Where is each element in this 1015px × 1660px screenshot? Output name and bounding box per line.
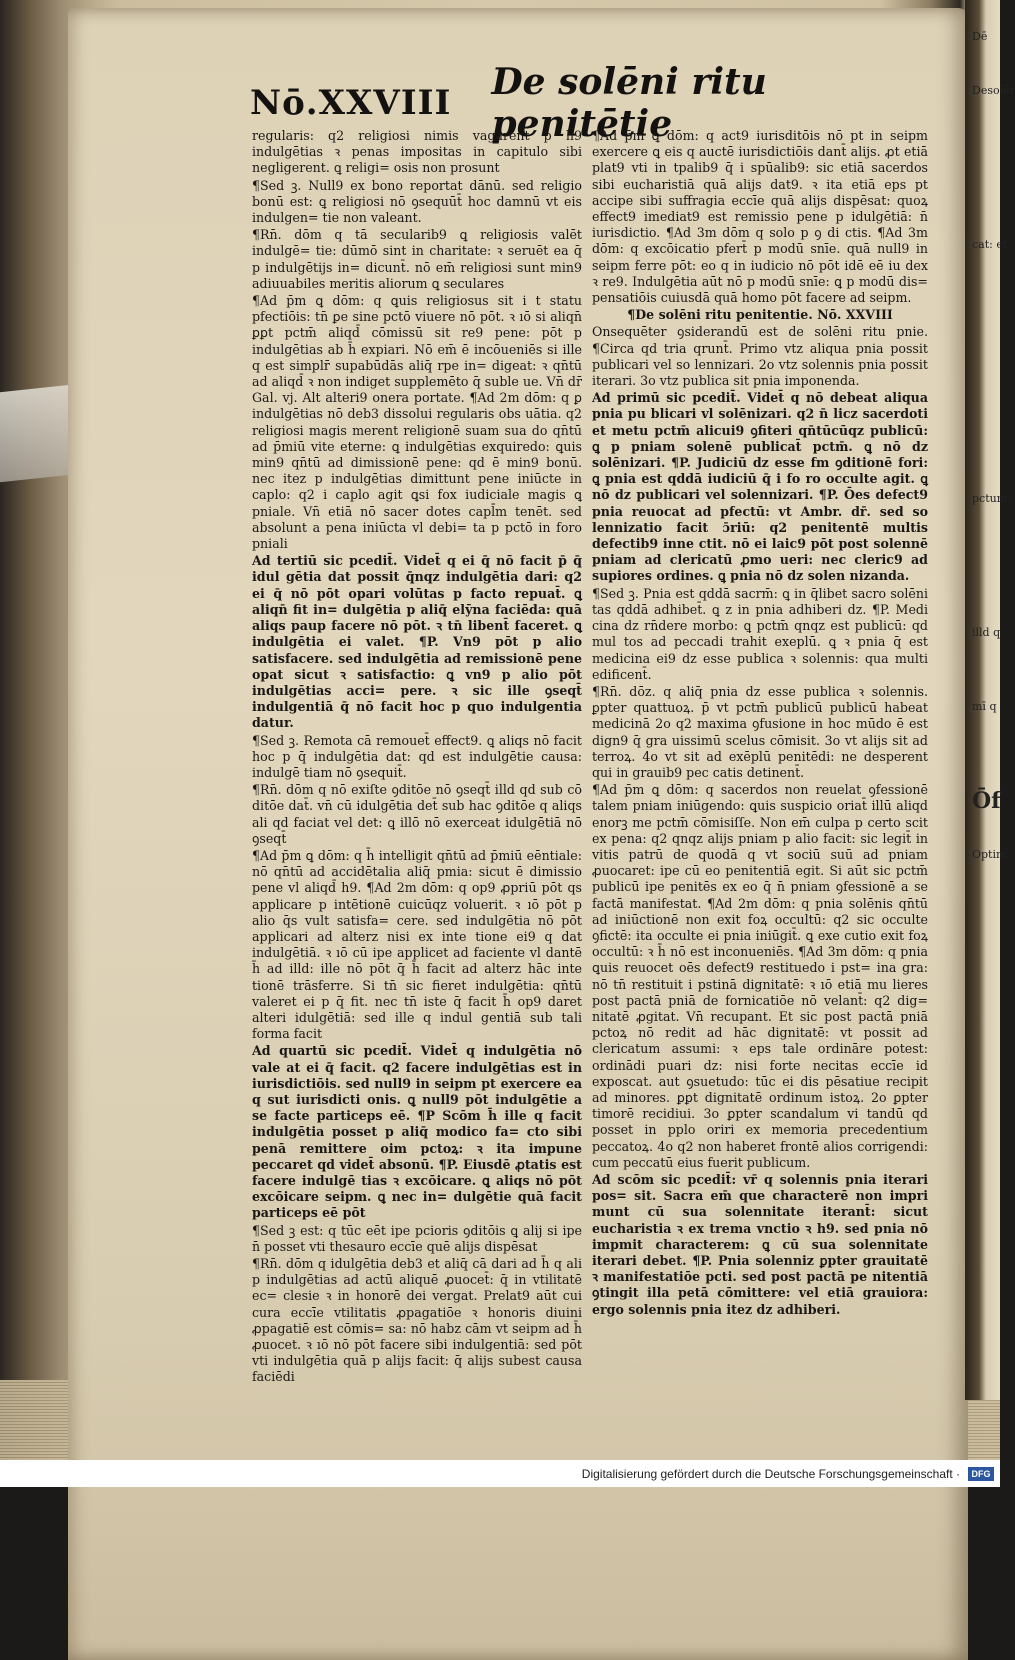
paragraph: ¶Rn̄. dōm q nō exiſte ꝯditōe nō ꝯseqt̄ illd qd sub cō ditōe dat̄. vn̄ cū idulgētia det̄ sub hac ꝯditōe q aliqs ali qd faciat vel det: ꝗ illō nō exerceat idulgētiā nō ꝯseqt̄ (252, 782, 582, 846)
paragraph: ¶Sed ꝫ. Null9 ex bono reportat dānū. sed religio bonū est: ꝗ religiosi nō ꝯsequūt̄ hoc damnū vt eis indulgen= tie non valeant. (252, 177, 582, 226)
paragraph: ¶Ad p̄m ꝗ dōm: q ꝗuis religiosus sit i t statu pfectiōis: tn̄ ꝑe sine pctō viuere nō pōt. ꝛ ıō si aliqn̄ ꝑꝑt pctm̄ aliqd̄ cōmissū sit re9 pene: pōt p indulgētias ab h̄ expiari. Nō em̄ ē incōueniēs si ille q est simplr̄ supabūdās aliq̄ rpe in= digeat: ꝛ qn̄tū ad aliqd̄ ꝛ non indiget supplemēto q̄ suble ue. Vn̄ dr̄ Gal. vj. Alt alteri9 onera portate. ¶Ad 2m dōm: q ꝑ indulgētias nō deb3 dissolui regularis obs uātia. q2 religiosi magis merent religionē suam sua do qn̄tū ad p̄miū vite eterne: ꝗ indulgētias exquiredo: ꝗuis min9 qn̄tū ad dimissionē pene: qd ē min9 bonū. nec itez p indulgētias dimittunt pene iniūcte in caplo: q2 i caplo agit ꝗsi fox iudiciale magis ꝗ pniale. Vn̄ etiā nō sacer dotes capl̄m tenēt. sed absolunt a pena iniūcta vl debi= ta p pctō in foro pniali (252, 293, 582, 552)
paragraph: regularis: q2 religiosi nimis vagarent̄ p h9 indulgētias ꝛ penas impositas in capitulo sibi negligerent. ꝗ religi= osis non prosunt (252, 128, 582, 176)
paragraph: ¶Sed ꝫ est: q tūc eēt ipe pcioris ꝯditōis ꝗ alij si ipe n̄ posset vti thesauro eccīe quē alijs dispēsat (252, 1222, 582, 1254)
paragraph: ¶Sed ꝫ. Pnia est qddā sacrm̄: ꝗ in q̄libet sacro solēni tas qddā adhibet̄. ꝗ z in pnia adhiberi dz. ¶P. Medi cina dz rn̄dere morbo: ꝗ pctm̄ qnqz est publicū: qd mul tos ad peccadi trahit exeplū. ꝗ ꝛ pnia q̄ est medicina ei9 dz esse publica ꝛ solennis: qua multi edificent̄. (592, 585, 928, 682)
question-heading: ¶De solēni ritu penitentie. Nō. XXVIII (627, 307, 893, 323)
paragraph: ¶Ad p̄m ꝗ dōm: q sacerdos non reuelat ꝯfessionē talem pniam iniūgendo: ꝗuis suspicio oriat̄ illū aliqd enorꝫ me pctm̄ cōmisiſſe. Non em̄ culpa p certo scit ex pena: q2 qnqz alijs pniam p alio facit: sic legit̄ in vitis patrū de quodā q vt sociū suū ad pniam ꝓuocaret: ipe cū eo penitentiā egit. Si aūt sic pctm̄ publicū ipe penitēs ex eo q̄ n̄ pniam ꝯfessionē a se factā manifestat. ¶Ad 2m dōm: q pnia solēnis qn̄tū ad iniūctionē non exit foꝝ occultū: q2 sic occulte ꝯfictē: ita occulte ei pnia iniūgit̄. ꝗ exe cutio exit foꝝ occultū: ꝛ h̄ nō est inconueniēs. ¶Ad 3m dōm: q pnia ꝗuis reuocet oēs defect9 restituedo i pst= ina gra: nō tn̄ restituit i pstinā dignitatē: ꝛ ıō etiā mu lieres post pactā pniā de fornicatiōe nō velant̄: q2 dig= nitatē ꝓgitat. Vn̄ recupant. Et sic post pactā pniā pctoꝝ nō redit ad hāc dignitatē: vt possit ad clericatum assumi: ꝛ eps tale ordināre potest: ordinādi puari dz: nisi forte necitas eccīe id exposcat. aut ꝯsuetudo: tūc ei dis pēsatiue recipit ad minores. ꝑꝑt dignitatē ordinum istoꝝ. 2o ꝑpter timorē recidiui. 3o ꝑpter scandalum vi tandū qd posset in pplo oriri ex memoria precedentium peccatoꝝ. 4o q2 non haberet frontē alios corrigendi: cum peccatū eius fuerit publicum. (592, 782, 928, 1170)
paragraph: ¶Ad p̄m ꝗ dōm: q h̄ intelligit qn̄tū ad p̄miū eēntiale: nō qn̄tū ad accidētalia aliq̄ pmia: sicut ē dimissio pene vl aliqd̄ h9. ¶Ad 2m dōm: q op9 ꝓpriū pōt qs applicare p intētionē cuicūqz voluerit. ꝛ ıō pōt p alio q̄s vult satisfa= cere. sed indulgētia nō pōt applicari ad alterz nisi ex inte tione ei9 q dat indulgētiā. ꝛ ıō cū ipe applicet ad faciente vl dantē h̄ ad illd: ille nō pōt q̄ h̄ facit ad alterz hāc inte tionē trāsferre. Si tn̄ sic fieret indulgētia: qn̄tū valeret ei p q̄ fit. nec tn̄ iste q̄ facit h̄ op9 daret alteri idulgētiā: sed ille q indul gentiā sub tali forma facit (252, 847, 582, 1042)
dfg-logo: DFG (968, 1467, 994, 1481)
article-heading-paragraph: Ad tertiū sic pcedit̄. Videt̄ q ei q̄ nō facit p̄ q̄ idul gētia dat possit q̄nqz indulgētia dari: q2 ei q̄ nō pōt opari volūtas p facto repuat̄. ꝗ aliqn̄ fit in= dulgētia p aliq̄ elȳna faciēda: quā aliqs paup facere nō pōt. ꝛ tn̄ libent̄ faceret. ꝗ indulgētia ei valet. ¶P. Vn9 pōt p alio satisfacere. sed indulgētia ad remissionē pene opat sicut ꝛ satisfactio: ꝗ vn9 p alio pōt indulgētias acci= pere. ꝛ sic ille ꝯseqt̄ indulgentiā q̄ nō facit hoc p quo indulgentia datur. (252, 553, 582, 731)
article-heading-paragraph: Ad scōm sic pcedit̄: vr̄ q solennis pnia iterari pos= sit. Sacra em̄ que characterē non impri munt cū sua solennitate iterant̄: sicut eucharistia ꝛ ex trema vnctio ꝛ h9. sed pnia nō impmit characterem: ꝗ cū sua solennitate iterari debet. ¶P. Pnia solenniz ꝑpter grauitatē ꝛ manifestatiōe pcti. sed post pactā pe nitentiā ꝯtingit illa petā cōmittere: vel etiā grauiora: ergo solennis pnia itez dz adhiberi. (592, 1172, 928, 1317)
running-title: De solēni ritu penitētie (491, 61, 767, 145)
paragraph: ¶Ad p̄m ꝗ dōm: q act9 iurisditōis nō pt in seipm exercere ꝗ eis q auctē iurisdictiōis dant̄ alijs. ꝓt etiā plat9 vti in tpalib9 q̄ i spūalib9: sic etiā sacerdos sibi eucharistiā quā alijs dat9. ꝛ ita etiā eps pt accipe sibi suffragia eccīe quā alijs dispēsat: quoꝝ effect9 imediat9 est remissio pene p idulgētiā: n̄ iurisdictio. ¶Ad 3m dōm q solo p ꝯ di ctis. ¶Ad 3m dōm: q excōicatio pfert̄ p modū snīe. quā null9 in seipm ferre pōt: eo q in iudicio nō pōt idē eē iu dex ꝛ re9. Indulgētia aūt nō p modū snīe: ꝗ p modū dis= pensatiōis cuiusdā quā homo pōt facere ad seipm. (592, 128, 928, 306)
digitization-footer (0, 1460, 1000, 1487)
facing-page-fragment: Dē Desolēr cat: et pctum: illd q mī q Ōf Optim (972, 30, 1015, 861)
paragraph-with-initial: Onsequēter ꝯsiderandū est de solēni ritu pnie. ¶Circa qd tria qrunt̄. Primo vtz aliqua pnia possit publicari vel so lennizari. 2o vtz solennis pnia possit iterari. 3o vtz publica sit pnia imponenda. (592, 324, 928, 389)
article-heading-paragraph: Ad primū sic pcedit̄. Videt̄ q nō debeat aliqua pnia pu blicari vl solēnizari. q2 n̄ licz sacerdoti et metu pctm̄ alicui9 ꝯfiteri qn̄tūcūqz publicū: ꝗ p pniam solenē publicat̄ pctm̄. ꝗ nō dz solēnizari. ¶P. Judiciū dz esse fm ꝯditionē fori: ꝗ pnia est qddā iudiciū q̄ i fo ro occulte agit. ꝗ nō dz publicari vel solennizari. ¶P. Ōes defect9 pnia reuocat ad pfectū: vt Ambr. dr̄. sed so lennizatio facit ɔ̄riū: q2 penitentē multis defectib9 inne ctit. nō ei laic9 pōt post solennē pniam ad clericatū ꝓmo ueri: nec cleric9 ad supiores ordines. ꝗ pnia nō dz solen nizanda. (592, 390, 928, 584)
article-heading-paragraph: Ad quartū sic pcedit̄. Videt̄ q indulgētia nō vale at ei q̄ facit. q2 facere indulgētias est in iurisdictiōis. sed null9 in seipm pt exercere ea q sut iurisdicti onis. ꝗ null9 pōt indulgētie a se facte particeps eē. ¶P Scōm h̄ ille q facit indulgētia posset p aliq̄ modico fa= cto sibi penā remittere oim pctoꝝ: ꝛ ita impune peccaret qd videt̄ absonū. ¶P. Eiusdē ꝓtatis est facere indulgē tias ꝛ excōicare. ꝗ aliqs nō pōt excōicare seipm. ꝗ nec in= dulgētie quā facit particeps eē pōt (252, 1043, 582, 1221)
question-number: Nō.XXVIII (250, 83, 452, 123)
paragraph: ¶Rn̄. dōz. q aliq̄ pnia dz esse publica ꝛ solennis. ꝑpter quattuoꝝ. p̄ vt pctm̄ publicū publicū habeat medicinā 2o q2 maxima ꝯfusione in hoc mūdo ē est dign9 q̄ gra uissimū scelus cōmisit. 3o vt alijs sit ad terroꝝ. 4o vt sit ad exēplū penitēdi: ne desperent qui in grauib9 pec catis detinent̄. (592, 683, 928, 780)
paragraph: ¶Rn̄. dōm q tā secularib9 ꝗ religiosis valēt indulgē= tie: dūmō sint in charitate: ꝛ seruēt ea q̄ p indulgētijs in= dicunt̄. nō em̄ religiosi sunt min9 adiuuabiles meritis aliorum ꝗ seculares (252, 227, 582, 291)
page-header (250, 61, 890, 145)
right-text-column (592, 128, 928, 1319)
left-text-column (252, 128, 582, 1387)
funding-credit: Digitalisierung gefördert durch die Deutsche Forschungsgemeinschaft · (581, 1466, 960, 1481)
paragraph: ¶Sed ꝫ. Remota cā remouet̄ effect9. ꝗ aliqs nō facit hoc p q̄ indulgētia dat: qd est indulgētie causa: indulgē tiam nō ꝯsequit̄. (252, 732, 582, 780)
paragraph: ¶Rn̄. dōm q idulgētia deb3 et aliq̄ cā dari ad h̄ q ali p indulgētias ad actū aliquē ꝓuocet̄: q̄ in vtilitatē ec= clesie ꝛ in honorē dei vergat. Prelat9 aūt cui cura eccīe vtilitatis ꝓpagatiōe ꝛ honoris diuini ꝓpagatiē est cōmis= sa: nō habz cām vt seipm ad h̄ ꝓuocet. ꝛ ıō nō pōt facere sibi indulgentiā: sed pōt vti indulgētia quā p alijs facit: q̄ alijs subest causa faciēdi (252, 1256, 582, 1385)
